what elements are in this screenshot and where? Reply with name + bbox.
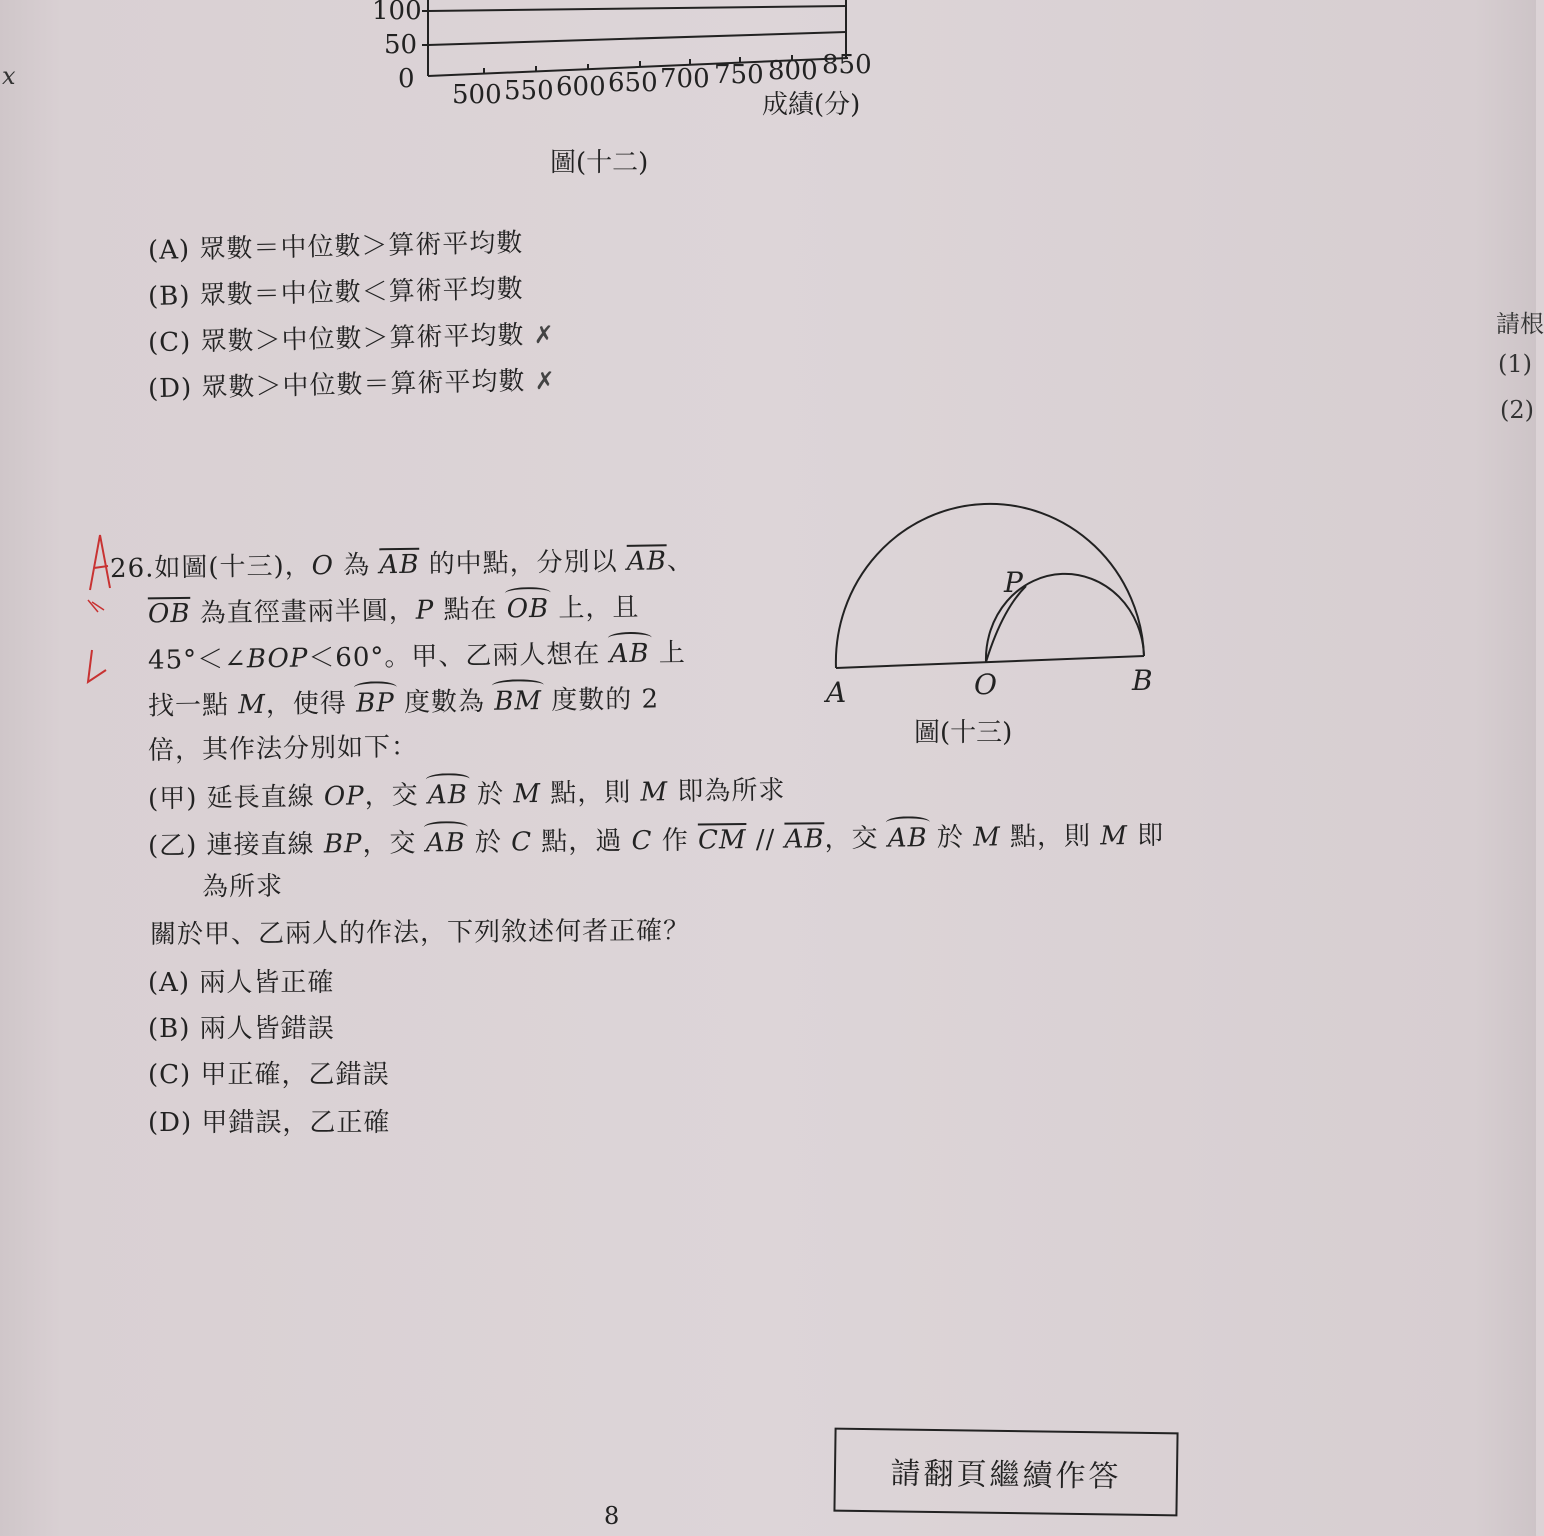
chart-12-bar-top — [428, 32, 846, 45]
q26-question: 關於甲、乙兩人的作法，下列敘述何者正確？ — [149, 916, 691, 950]
cross-mark-icon: ✗ — [533, 320, 556, 350]
chart-12-xtick: 700 — [660, 64, 710, 94]
large-semicircle-arc — [836, 504, 1144, 668]
q26-method-yi-cont: 為所求 — [201, 871, 284, 903]
q26-line-3: 45°＜∠BOP＜60°。甲、乙兩人想在 AB 上 — [147, 638, 687, 676]
chart-12-xtick: 850 — [822, 50, 872, 80]
chart-12-xtick: 750 — [714, 60, 764, 90]
q26-option-d[interactable]: (D) 甲錯誤，乙正確 — [148, 1108, 391, 1138]
q26-option-c[interactable]: (C) 甲正確，乙錯誤 — [148, 1060, 390, 1090]
page-number: 8 — [604, 1502, 620, 1530]
right-edge-text: (2) — [1500, 396, 1534, 424]
next-page-button[interactable]: 請翻頁繼續作答 — [833, 1428, 1178, 1517]
cross-mark-icon: ✗ — [534, 366, 557, 396]
chart-12-xtick: 800 — [768, 56, 818, 86]
figure-13-caption: 圖(十三) — [914, 718, 1013, 748]
q26-line-4: 找一點 M，使得 BP 度數為 BM 度數的 2 — [147, 684, 660, 722]
point-p-label: P — [1004, 566, 1023, 599]
chart-12-ytick-0: 0 — [398, 64, 415, 94]
question-number: 26. — [109, 553, 155, 585]
q26-method-jia: (甲) 延長直線 OP，交 AB 於 M 點，則 M 即為所求 — [147, 775, 786, 815]
chart-12-caption: 圖(十二) — [550, 148, 649, 178]
q26-line-5: 倍，其作法分別如下： — [147, 732, 419, 766]
q26-method-yi: (乙) 連接直線 BP，交 AB 於 C 點，過 C 作 $\overline{CM} // \overline{AB}$，交 AB 於 M 點，則 M 即 — [147, 820, 1165, 862]
left-edge-text: x — [2, 62, 16, 90]
chart-12-ytick-50: 50 — [384, 30, 418, 60]
q26-option-a[interactable]: (A) 兩人皆正確 — [148, 968, 335, 998]
point-b-label: B — [1132, 664, 1153, 697]
q25-option-d[interactable]: (D) 眾數＞中位數＝算術平均數 ✗ — [147, 366, 557, 405]
chart-12-xtick: 600 — [556, 72, 606, 102]
q25-option-b[interactable]: (B) 眾數＝中位數＜算術平均數 — [147, 274, 525, 312]
q26-line-1: 26.如圖(十三)，O 為 $\overline{AB}$ 的中點，分別以 $\overline{AB}$、 — [109, 545, 695, 585]
chart-12-x-unit: 成績(分) — [762, 90, 861, 120]
q26-line-2: $\overline{OB}$ 為直徑畫兩半圓，P 點在 OB 上，且 — [147, 592, 640, 630]
right-edge-text: (1) — [1498, 350, 1532, 378]
right-edge-text: 請根 — [1496, 310, 1544, 338]
chart-12-xtick: 550 — [504, 76, 554, 106]
q26-option-b[interactable]: (B) 兩人皆錯誤 — [148, 1014, 335, 1044]
diameter-ab — [836, 656, 1144, 668]
q25-option-c[interactable]: (C) 眾數＞中位數＞算術平均數 ✗ — [147, 320, 556, 359]
chart-12-xtick: 500 — [452, 80, 502, 110]
point-a-label: A — [826, 676, 847, 709]
point-o-label: O — [974, 668, 997, 701]
q25-option-a[interactable]: (A) 眾數＝中位數＞算術平均數 — [147, 228, 524, 266]
chart-12-ytick-100: 100 — [372, 0, 422, 26]
figure-13-semicircles — [826, 500, 1156, 680]
chart-12-xtick: 650 — [608, 68, 658, 98]
chart-12-top-gridline — [428, 6, 846, 11]
